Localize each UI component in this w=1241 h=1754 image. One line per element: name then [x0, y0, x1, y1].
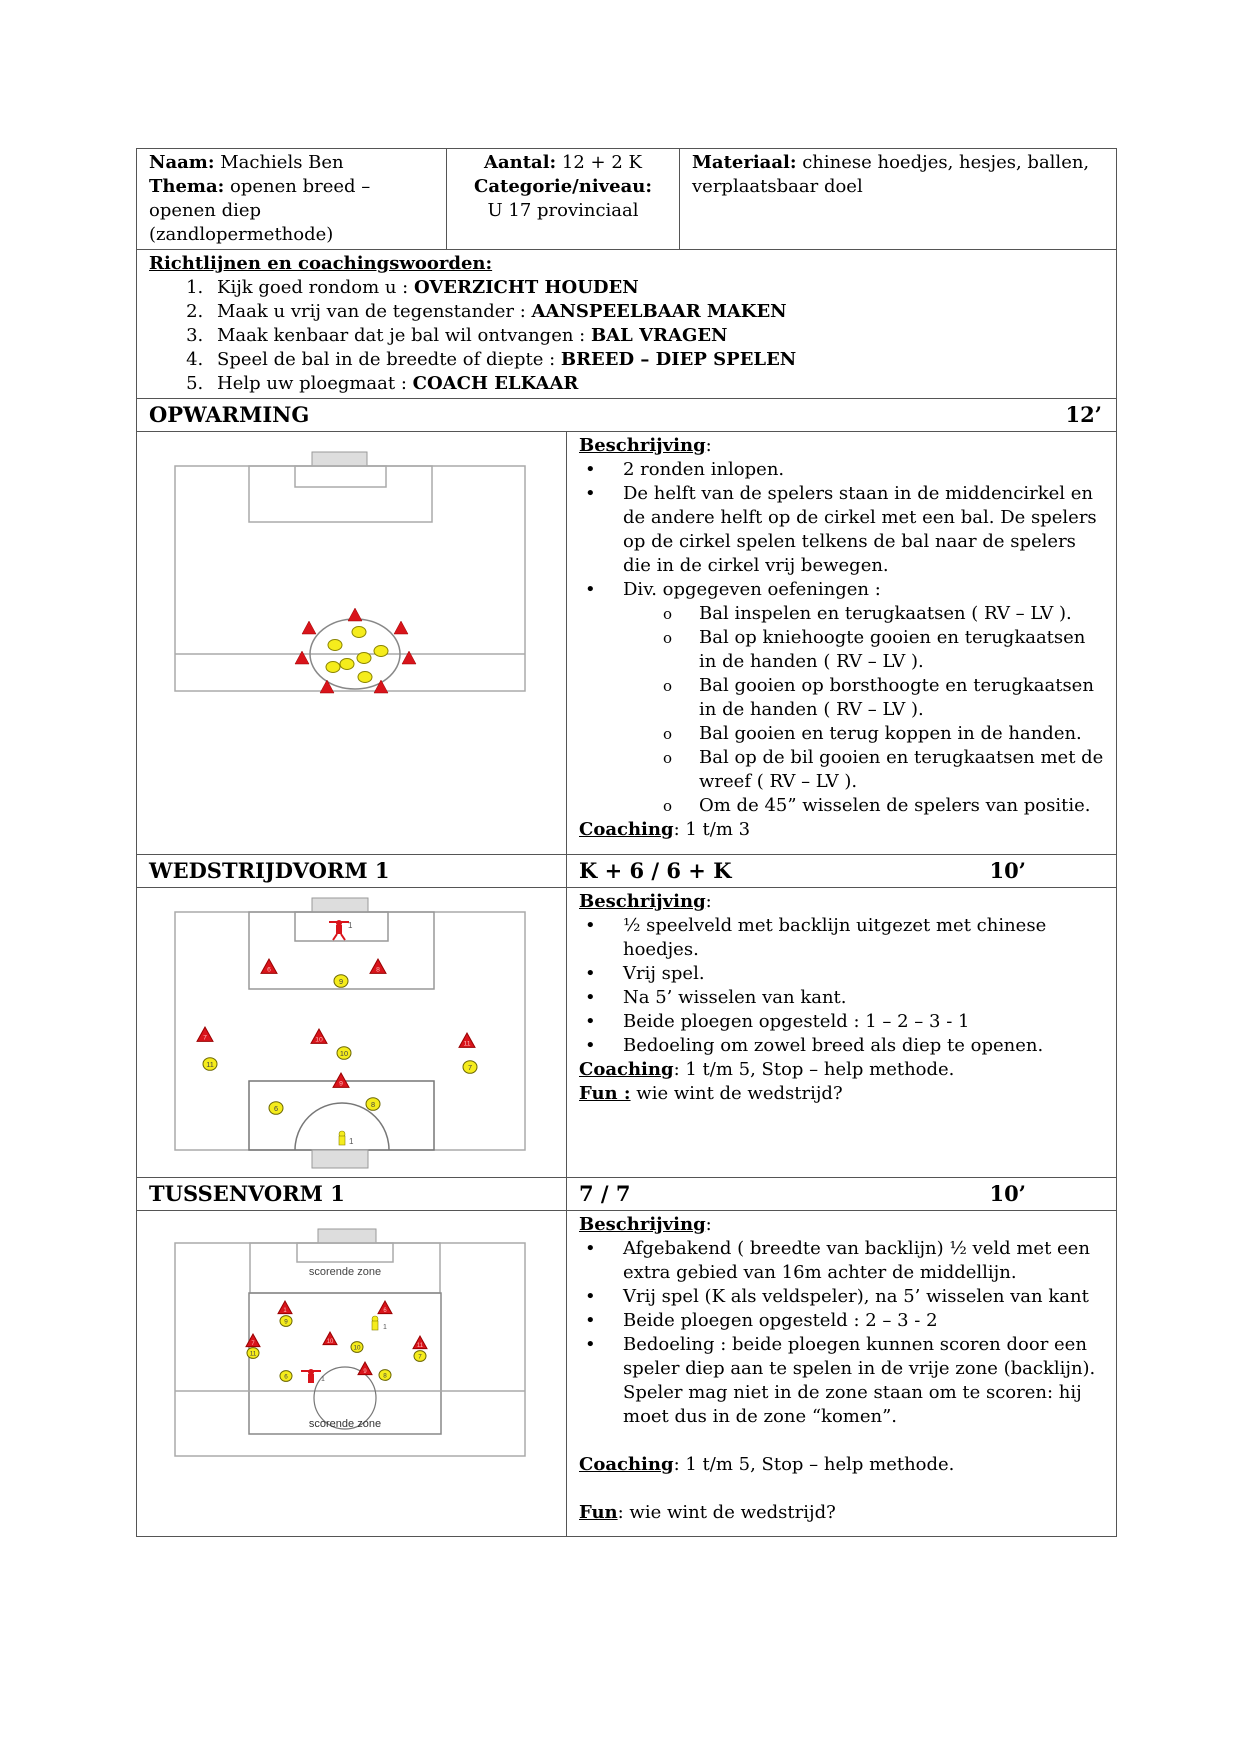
sub-bullet-item: o Bal gooien op borsthoogte en terugkaatsen in de handen ( RV – LV ). — [579, 674, 1104, 722]
yellow-number: 7 — [467, 1062, 473, 1072]
naam-thema-cell — [137, 149, 447, 250]
bullet-item: • ½ speelveld met backlijn uitgezet met chinese hoedjes. — [579, 914, 1104, 962]
red-number: 9 — [363, 1368, 367, 1375]
coaching-label: Coaching — [579, 818, 674, 840]
red-number: 8 — [376, 965, 380, 973]
yellow-number: 1 — [349, 1136, 354, 1146]
naam-label: Naam: — [149, 152, 215, 173]
red-cone — [402, 651, 416, 664]
richtlijn-item: 2. Maak u vrij van de tegenstander : AANSPEELBAAR MAKEN — [209, 300, 1104, 324]
yellow-number: 8 — [383, 1371, 387, 1379]
categorie-label: Categorie/niveau: — [474, 176, 652, 197]
goal-net-top — [312, 898, 368, 912]
bullet-item: • Afgebakend ( breedte van backlijn) ½ veld met een extra gebied van 16m achter de middellijn. — [579, 1237, 1104, 1285]
tussenvorm-description: Beschrijving: • Afgebakend ( breedte van backlijn) ½ veld met een extra gebied van 16m achter de middellijn. • Vrij spel (K als veldspeler), na 5’ wisselen van kant • Beide ploegen opgesteld : 2 – 3 - 2 • Bedoeling : beide ploegen kunnen scoren door een speler diep aan te spelen in de vrije zone (backlijn). Speler mag niet in de zone staan om te scoren: hij moet dus in de zone “komen”. Coaching: 1 t/m 5, Stop – help methode. Fun: wie wint de wedstrijd? — [567, 1210, 1117, 1536]
beschrijving-label: Beschrijving — [579, 1213, 706, 1235]
field-outline — [175, 912, 525, 1150]
bullet-item: • Na 5’ wisselen van kant. — [579, 986, 1104, 1010]
red-cone — [320, 680, 334, 693]
wedstrijdvorm-bullets — [579, 914, 1104, 1058]
penalty-area — [249, 466, 432, 522]
red-cone — [295, 651, 309, 664]
opwarming-bullets — [579, 458, 1104, 602]
tussenvorm-title-cell — [137, 1177, 567, 1210]
richtlijnen-list — [149, 276, 1104, 396]
yellow-number: 10 — [353, 1343, 361, 1351]
yellow-number: 9 — [338, 976, 344, 986]
sub-bullet-item: o Bal gooien en terug koppen in de handen. — [579, 722, 1104, 746]
categorie-value: U 17 provinciaal — [487, 200, 639, 221]
tussenvorm-diagram — [137, 1211, 565, 1461]
yellow-number: 10 — [339, 1048, 349, 1058]
thema-value: openen breed – openen diep (zandlopermethode) — [149, 176, 371, 245]
beschrijving-label: Beschrijving — [579, 890, 706, 912]
red-number: 1 — [348, 920, 353, 930]
yellow-number: 1 — [383, 1323, 387, 1331]
field-outline — [175, 466, 525, 691]
section-title: OPWARMING — [149, 401, 310, 427]
red-number: 6 — [267, 965, 271, 973]
scoring-zone-bottom-label: scorende zone — [308, 1417, 382, 1430]
sub-bullet-item: o Om de 45” wisselen de spelers van positie. — [579, 794, 1104, 818]
coaching-value: : 1 t/m 3 — [673, 818, 751, 840]
yellow-player — [358, 671, 372, 682]
sub-bullet-item: o Bal op de bil gooien en terugkaatsen met de wreef ( RV – LV ). — [579, 746, 1104, 794]
wedstrijdvorm-description: Beschrijving: • ½ speelveld met backlijn uitgezet met chinese hoedjes. • Vrij spel. • Na 5’ wisselen van kant. • Beide ploegen opgesteld : 1 – 2 – 3 - 1 • Bedoeling om zowel breed als diep te openen. Coaching: 1 t/m 5, Stop – help methode. Fun : wie wint de wedstrijd? — [567, 887, 1117, 1177]
section-title: WEDSTRIJDVORM 1 — [149, 857, 390, 883]
red-cone — [394, 621, 408, 634]
thema-label: Thema: — [149, 176, 225, 197]
red-number: 1 — [283, 1307, 287, 1314]
yellow-player — [352, 626, 366, 637]
coaching-value: : 1 t/m 5, Stop – help methode. — [673, 1058, 955, 1080]
coaching-label: Coaching — [579, 1453, 674, 1475]
red-keeper — [329, 920, 349, 940]
goal-net-bottom — [312, 1150, 368, 1168]
red-number: 10 — [326, 1338, 334, 1345]
tussenvorm-format-cell — [567, 1177, 1117, 1210]
fun-label: Fun : — [579, 1082, 631, 1104]
sub-bullet-item: o Bal inspelen en terugkaatsen ( RV – LV ). — [579, 602, 1104, 626]
yellow-number: 6 — [273, 1103, 279, 1113]
bullet-item: • Bedoeling : beide ploegen kunnen scoren door een speler diep aan te spelen in de vrije zone (backlijn). Speler mag niet in de zone staan om te scoren: hij moet dus in de zone “komen”. — [579, 1333, 1104, 1429]
opwarming-description: Beschrijving: • 2 ronden inlopen. • De helft van de spelers staan in de middencirkel en de andere helft op de cirkel met een bal. De spelers op de cirkel spelen telkens de bal naar de spelers die in de cirkel vrij bewegen. • Div. opgegeven oefeningen : o Bal inspelen en terugkaatsen ( RV – LV ). o Bal op kniehoogte gooien en terugkaatsen in de handen ( RV – LV ). o Bal gooien op borsthoogte en terugkaatsen in de handen ( RV – LV ). o Bal gooien en terug koppen in de handen. o Bal op de bil gooien en terugkaatsen met de wreef ( RV – LV ). o Om de 45” wisselen de spelers van positie. Coaching: 1 t/m 3 — [567, 431, 1117, 854]
aantal-value: 12 + 2 K — [561, 152, 642, 173]
yellow-player — [357, 652, 371, 663]
fun-value: : wie wint de wedstrijd? — [617, 1501, 836, 1523]
yellow-number: 11 — [249, 1349, 257, 1357]
yellow-number: 11 — [206, 1059, 214, 1069]
section-title: TUSSENVORM 1 — [149, 1180, 345, 1206]
fun-value: wie wint de wedstrijd? — [630, 1082, 843, 1104]
wedstrijdvorm-title-cell — [137, 854, 567, 887]
fun-label: Fun — [579, 1501, 618, 1523]
aantal-cell — [447, 149, 680, 250]
yellow-player — [340, 658, 354, 669]
bullet-item: • De helft van de spelers staan in de middencirkel en de andere helft op de cirkel met een bal. De spelers op de cirkel spelen telkens de bal naar de spelers die in de cirkel vrij bewegen. — [579, 482, 1104, 578]
sub-bullet-item: o Bal op kniehoogte gooien en terugkaatsen in de handen ( RV – LV ). — [579, 626, 1104, 674]
wedstrijdvorm-diagram — [137, 888, 565, 1170]
coaching-value: : 1 t/m 5, Stop – help methode. — [673, 1453, 955, 1475]
yellow-player — [374, 645, 388, 656]
section-time: 10’ — [989, 1180, 1026, 1206]
richtlijn-item: 5. Help uw ploegmaat : COACH ELKAAR — [209, 372, 1104, 396]
red-keeper — [301, 1369, 321, 1383]
red-cone — [348, 608, 362, 621]
red-number: 7 — [251, 1340, 255, 1347]
goal-net — [312, 452, 367, 466]
materiaal-cell — [680, 149, 1117, 250]
materiaal-label: Materiaal: — [692, 152, 797, 173]
bullet-item: • Beide ploegen opgesteld : 2 – 3 - 2 — [579, 1309, 1104, 1333]
header-table — [136, 148, 1117, 250]
red-number: 6 — [383, 1307, 387, 1314]
bullet-item: • 2 ronden inlopen. — [579, 458, 1104, 482]
materiaal-value: chinese hoedjes, hesjes, ballen, verplaatsbaar doel — [692, 152, 1090, 197]
section-time: 12’ — [1065, 401, 1102, 427]
red-cones — [295, 608, 416, 693]
richtlijnen-cell — [137, 249, 1117, 398]
bullet-item: • Beide ploegen opgesteld : 1 – 2 – 3 - 1 — [579, 1010, 1104, 1034]
yellow-player — [326, 661, 340, 672]
yellow-keeper — [339, 1131, 345, 1145]
training-sheet — [136, 148, 1117, 1537]
red-number: 1 — [321, 1375, 325, 1383]
yellow-player — [328, 639, 342, 650]
goal-area — [297, 1243, 393, 1262]
wedstrijdvorm-diagram-cell — [137, 887, 567, 1177]
opwarming-diagram-cell — [137, 431, 567, 854]
red-number: 11 — [463, 1039, 471, 1047]
section-format: K + 6 / 6 + K — [579, 857, 732, 883]
tussenvorm-diagram-cell — [137, 1210, 567, 1536]
red-number: 9 — [339, 1079, 343, 1087]
bullet-item: • Bedoeling om zowel breed als diep te openen. — [579, 1034, 1104, 1058]
red-number: 11 — [416, 1342, 424, 1349]
yellow-number: 7 — [418, 1352, 422, 1360]
opwarming-header — [137, 398, 1117, 431]
red-cone — [374, 680, 388, 693]
yellow-number: 8 — [370, 1099, 376, 1109]
section-time: 10’ — [989, 857, 1026, 883]
scoring-zone-top-label: scorende zone — [308, 1265, 382, 1278]
goal-net — [318, 1229, 376, 1243]
bullet-item: • Vrij spel (K als veldspeler), na 5’ wisselen van kant — [579, 1285, 1104, 1309]
bullet-item: • Vrij spel. — [579, 962, 1104, 986]
opwarming-sub-bullets — [579, 602, 1104, 818]
coaching-label: Coaching — [579, 1058, 674, 1080]
beschrijving-label: Beschrijving — [579, 434, 706, 456]
main-table — [136, 249, 1117, 1537]
yellow-number: 6 — [284, 1372, 288, 1380]
aantal-label: Aantal: — [484, 152, 557, 173]
tussenvorm-bullets — [579, 1237, 1104, 1429]
richtlijn-item: 1. Kijk goed rondom u : OVERZICHT HOUDEN — [209, 276, 1104, 300]
naam-value: Machiels Ben — [220, 152, 344, 173]
play-zone — [249, 1293, 441, 1434]
section-format: 7 / 7 — [579, 1180, 631, 1206]
bullet-item: • Div. opgegeven oefeningen : — [579, 578, 1104, 602]
wedstrijdvorm-format-cell — [567, 854, 1117, 887]
opwarming-diagram — [137, 432, 565, 712]
yellow-number: 9 — [284, 1317, 288, 1325]
richtlijn-item: 4. Speel de bal in de breedte of diepte : BREED – DIEP SPELEN — [209, 348, 1104, 372]
red-cone — [302, 621, 316, 634]
richtlijnen-title: Richtlijnen en coachingswoorden: — [149, 252, 493, 274]
red-number: 7 — [203, 1033, 207, 1041]
red-number: 10 — [315, 1035, 323, 1043]
yellow-keeper — [372, 1316, 378, 1330]
richtlijn-item: 3. Maak kenbaar dat je bal wil ontvangen : BAL VRAGEN — [209, 324, 1104, 348]
goal-area — [295, 466, 386, 487]
